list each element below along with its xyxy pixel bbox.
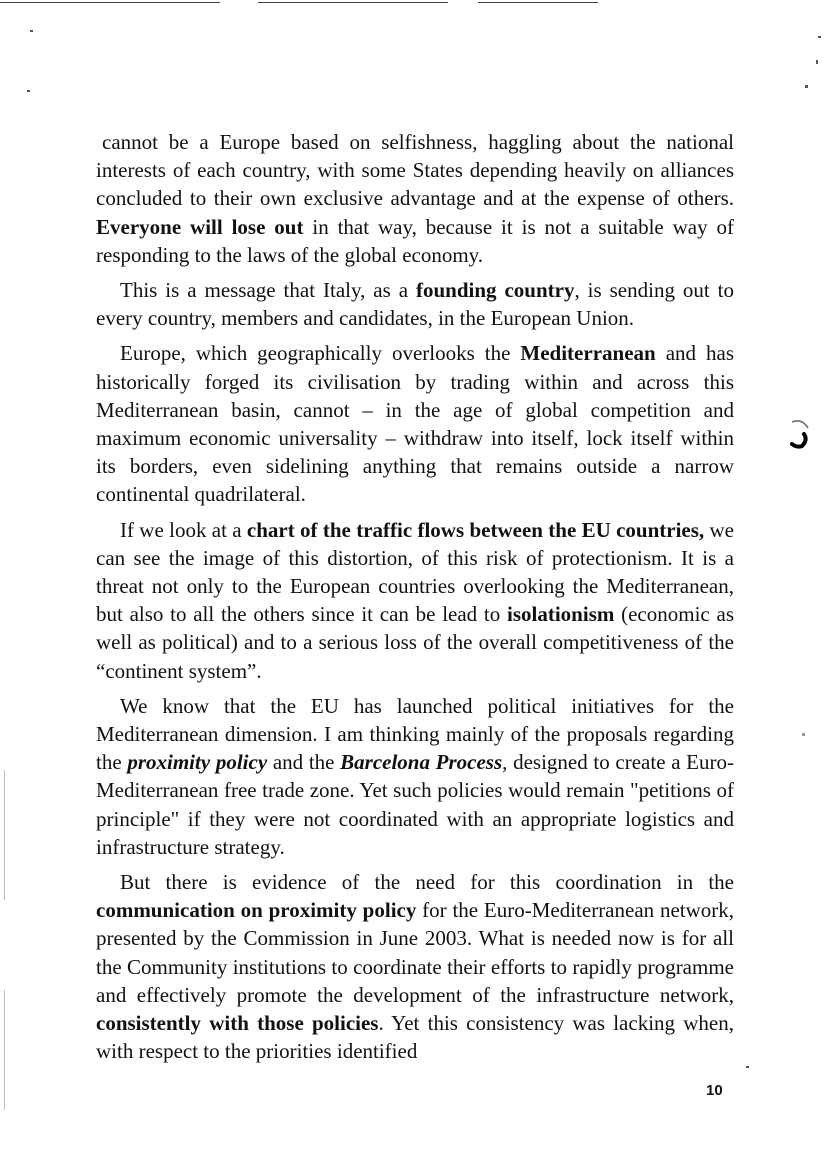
body-paragraph <box>96 692 734 861</box>
scan-speck <box>818 36 821 38</box>
bold-phrase: isolationism <box>507 602 615 627</box>
text-run: and the <box>267 750 341 775</box>
scan-speck <box>816 60 818 64</box>
top-border-line <box>258 2 448 3</box>
text-run: cannot be a Europe based on selfishness, haggling about the national interests of each country, with some States depending heavily on alliances concluded to their own exclusive advantage and at the expense of others. <box>96 130 734 211</box>
top-border-line <box>0 2 220 3</box>
text-run: Europe, which geographically overlooks the <box>120 341 521 366</box>
text-run: , designed to create a Euro-Mediterranean free trade zone. Yet such policies would remain "petitions of principle" if they were not coordinated with an appropriate logistics and infrastructure strategy. <box>96 750 734 859</box>
body-paragraph <box>96 516 734 685</box>
bold-phrase: chart of the traffic flows between the EU countries, <box>246 517 705 542</box>
bold-phrase: Mediterranean <box>520 341 656 366</box>
text-run: in that way, because it is not a suitable way of responding to the laws of the global economy. <box>96 214 735 267</box>
bold-italic-phrase: proximity policy <box>127 750 268 775</box>
text-run: , is sending out to every country, members and candidates, in the European Union. <box>96 278 734 331</box>
body-paragraph <box>96 339 734 508</box>
scan-speck <box>30 30 33 32</box>
page-number: 10 <box>706 1082 723 1099</box>
scan-speck <box>27 90 30 92</box>
bold-phrase: Everyone will lose out <box>96 214 304 239</box>
bold-phrase: communication on proximity policy <box>96 898 417 923</box>
bold-phrase: founding country <box>416 278 575 303</box>
scan-speck <box>802 733 805 736</box>
body-paragraph <box>96 128 734 269</box>
text-run: we can see the image of this distortion, of this risk of protectionism. It is a threat not only to the European countries overlooking the Mediterranean, but also to all the others since it can be lead to <box>96 517 734 627</box>
text-run: . Yet this consistency was lacking when, with respect to the priorities identified <box>96 1011 734 1064</box>
body-paragraph <box>96 868 734 1065</box>
top-border-line <box>478 2 598 3</box>
text-run: If we look at a <box>120 517 247 542</box>
bold-phrase: consistently with those policies <box>96 1011 379 1036</box>
scan-edge-line <box>4 990 5 1110</box>
text-run: and has historically forged its civilisation by trading within and across this Mediterranean basin, cannot – in the age of global competition and maximum economic universality – withdraw into itself, lock itself within its borders, even sidelining anything that remains outside a narrow continental quadrilateral. <box>96 341 734 507</box>
scan-speck <box>805 85 808 88</box>
bold-italic-phrase: Barcelona Process <box>340 750 503 775</box>
text-run: (economic as well as political) and to a serious loss of the overall competitiveness of the “continent system”. <box>96 602 734 683</box>
body-text-column <box>96 128 734 1073</box>
scan-edge-line <box>4 770 5 900</box>
text-run: for the Euro-Mediterranean network, presented by the Commission in June 2003. What is needed now is for all the Community institutions to coordinate their efforts to rapidly programme and effectively promote the development of the infrastructure network, <box>96 898 735 1007</box>
scan-speck <box>746 1066 749 1068</box>
text-run: This is a message that Italy, as a <box>120 278 416 303</box>
body-paragraph <box>96 276 734 332</box>
text-run: We know that the EU has launched political initiatives for the Mediterranean dimension. I am thinking mainly of the proposals regarding the <box>96 693 734 775</box>
text-run: But there is evidence of the need for this coordination in the <box>120 870 734 895</box>
margin-ink-mark <box>786 416 816 452</box>
